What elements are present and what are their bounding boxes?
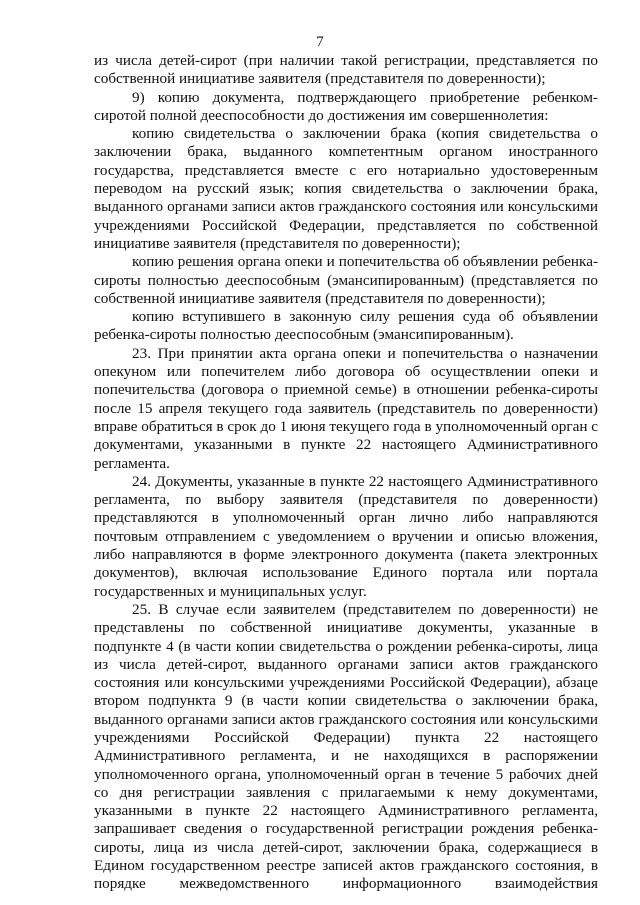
page-number: 7 bbox=[316, 34, 324, 50]
paragraph-marriage-certificate: копию свидетельства о заключении брака (копия свидетельства о заключении брака, выданного компетентным органом иностранного государства, представляется вместе с его нотариально удостоверенным переводом на русский язык; копия свидетельства о заключении брака, выданного органами записи актов гражданского состояния или консульскими учреждениями Российской Федерации, представляется по собственной инициативе заявителя (представителя по доверенности); bbox=[94, 125, 598, 252]
paragraph-clause-24: 24. Документы, указанные в пункте 22 настоящего Административного регламента, по выбору заявителя (представителя по доверенности) представляются в уполномоченный орган лично либо направляются почтовым отправлением с уведомлением о вручении и описью вложения, либо направляются в форме электронного документа (пакета электронных документов), включая использование Единого портала или портала государственных и муниципальных услуг. bbox=[94, 472, 598, 600]
paragraph-clause-25: 25. В случае если заявителем (представителем по доверенности) не представлены по собственной инициативе документы, указанные в подпункте 4 (в части копии свидетельства о рождении ребенка-сироты, лица из числа детей-сирот, выданного органами записи актов гражданского состояния или консульскими учреждениями Российской Федерации), абзаце втором подпункта 9 (в части копии свидетельства о заключении брака, выданного органами записи актов гражданского состояния или консульскими учреждениями Российской Федерации) пункта 22 настоящего Административного регламента, и не находящихся в распоряжении уполномоченного органа, уполномоченный орган в течение 5 рабочих дней со дня регистрации заявления с прилагаемыми к нему документами, указанными в пункте 22 настоящего Административного регламента, запрашивает сведения о государственной регистрации рождения ребенка-сироты, лица из числа детей-сирот, заключении брака, содержащиеся в Едином государственном реестре записей актов гражданского состояния, в порядке межведомственного информационного взаимодействия bbox=[94, 600, 598, 893]
document-body bbox=[94, 52, 598, 894]
paragraph-clause-23: 23. При принятии акта органа опеки и попечительства о назначении опекуном или попечителем либо договора об осуществлении опеки и попечительства (договора о приемной семье) в отношении ребенка-сироты после 15 апреля текущего года заявитель (представитель по доверенности) вправе обратиться в срок до 1 июня текущего года в уполномоченный орган с документами, указанными в пункте 22 настоящего Административного регламента. bbox=[94, 344, 598, 472]
paragraph-item-9: 9) копию документа, подтверждающего приобретение ребенком-сиротой полной дееспособности до достижения им совершеннолетия: bbox=[94, 88, 598, 124]
paragraph-court-decision: копию вступившего в законную силу решения суда об объявлении ребенка-сироты полностью дееспособным (эмансипированным). bbox=[94, 308, 598, 344]
paragraph-guardianship-decision: копию решения органа опеки и попечительства об объявлении ребенка-сироты полностью дееспособным (эмансипированным) (представляется по собственной инициативе заявителя (представителя по доверенности); bbox=[94, 253, 598, 307]
paragraph-continuation: из числа детей-сирот (при наличии такой регистрации, представляется по собственной инициативе заявителя (представителя по доверенности); bbox=[94, 52, 598, 88]
